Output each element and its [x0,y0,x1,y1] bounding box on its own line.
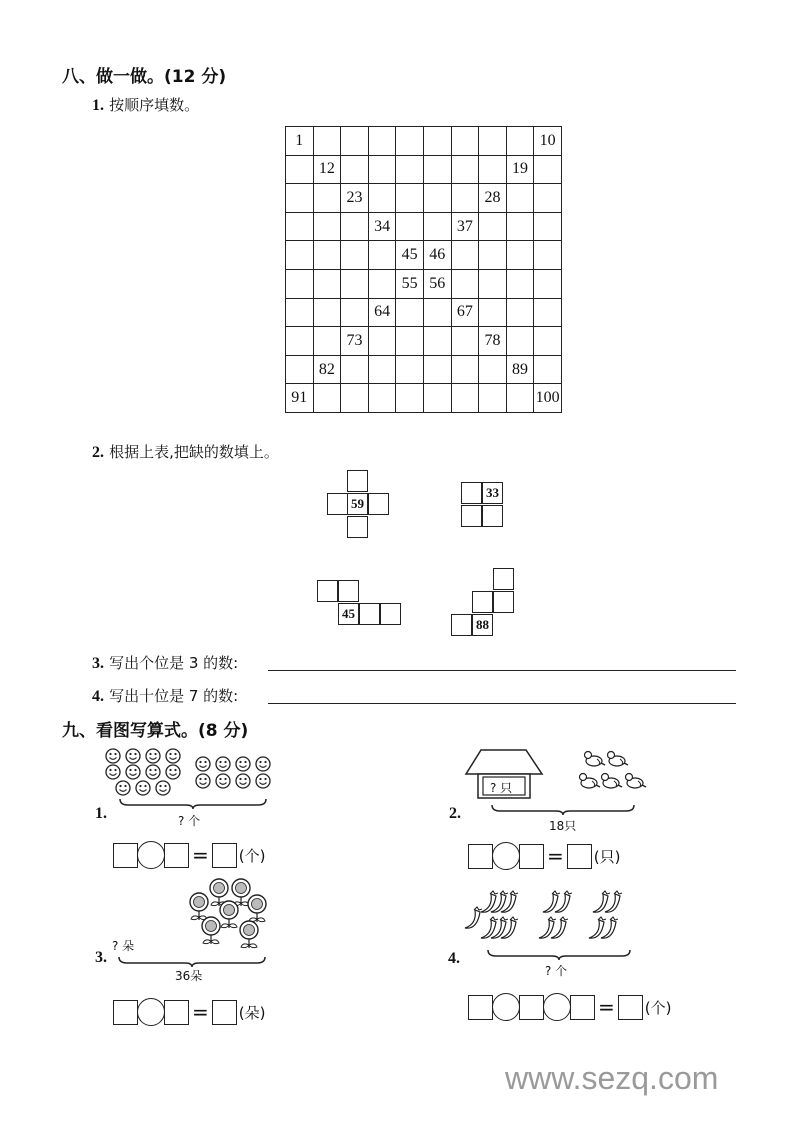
grid-cell-blank[interactable] [479,355,507,384]
puzzle-cell-given: 33 [482,482,503,504]
grid-cell-blank[interactable] [396,212,424,241]
grid-cell-blank[interactable] [506,269,534,298]
grid-cell-blank[interactable] [396,184,424,213]
grid-cell-blank[interactable] [479,212,507,241]
grid-cell-given: 34 [368,212,396,241]
answer-box[interactable] [618,995,643,1020]
smiley-icon [116,781,130,795]
question-number: 1. [92,97,104,114]
grid-cell-blank[interactable] [534,241,562,270]
question-number: 2. [92,444,104,461]
grid-cell-blank[interactable] [423,184,451,213]
smiley-icon [126,765,140,779]
grid-cell-given: 45 [396,241,424,270]
bird-icon [608,752,629,767]
question-1 [92,94,199,115]
grid-cell-blank[interactable] [423,212,451,241]
grid-cell-blank[interactable] [368,269,396,298]
grid-cell-blank[interactable] [451,241,479,270]
pepper-icon [481,891,498,912]
puzzle-cell[interactable] [461,505,482,527]
grid-cell-blank[interactable] [396,384,424,413]
problem-1-number: 1. [95,805,107,822]
grid-cell-blank[interactable] [313,298,341,327]
grid-row [286,155,562,184]
problem-2-total: 18只 [549,819,577,833]
equation-1 [113,841,265,869]
grid-row [286,127,562,156]
grid-row [286,355,562,384]
puzzle-cell[interactable] [347,516,368,538]
smiley-icon [216,757,230,771]
bird-icon [585,752,606,767]
grid-cell-blank[interactable] [286,298,314,327]
answer-box[interactable] [212,1000,237,1025]
puzzle-cell[interactable] [338,580,359,602]
grid-cell-given: 46 [423,241,451,270]
puzzle-cell-given: 59 [347,493,368,515]
grid-cell-blank[interactable] [534,355,562,384]
puzzle-cell[interactable] [493,591,514,613]
smiley-icon [156,781,170,795]
grid-cell-given: 19 [506,155,534,184]
grid-cell-given: 28 [479,184,507,213]
section-8-title: 八、做一做。(12 分) [62,67,227,87]
puzzle-cell[interactable] [347,470,368,492]
problem-3-number: 3. [95,949,107,966]
puzzle-cell[interactable] [451,614,472,636]
answer-box[interactable] [570,995,595,1020]
grid-cell-blank[interactable] [423,127,451,156]
question-number: 4. [92,688,104,705]
answer-line-q3[interactable] [268,670,736,671]
operator-circle[interactable] [137,841,165,869]
grid-cell-blank[interactable] [423,298,451,327]
grid-cell-blank[interactable] [479,298,507,327]
equation-4 [468,993,671,1021]
puzzle-cell[interactable] [380,603,401,625]
grid-cell-blank[interactable] [313,327,341,356]
grid-cell-blank[interactable] [506,384,534,413]
grid-row [286,327,562,356]
smiley-icon [196,757,210,771]
answer-box[interactable] [567,844,592,869]
grid-cell-given: 56 [423,269,451,298]
unit-label: (个) [238,846,266,865]
brace-icon [490,803,640,815]
grid-cell-blank[interactable] [506,127,534,156]
grid-cell-given: 12 [313,155,341,184]
grid-cell-blank[interactable] [451,327,479,356]
grid-cell-blank[interactable] [451,155,479,184]
grid-cell-blank[interactable] [368,127,396,156]
grid-cell-given: 91 [286,384,314,413]
answer-box[interactable] [468,995,493,1020]
answer-box[interactable] [113,843,138,868]
brace-icon [486,948,636,960]
smiley-icon [166,749,180,763]
sunflower-icon [220,901,238,928]
smiley-icon [106,749,120,763]
answer-box[interactable] [519,844,544,869]
unit-label: (只) [593,847,621,866]
smiley-icon [136,781,150,795]
question-3 [92,652,238,673]
sunflower-icon [240,921,258,948]
question-text: 根据上表,把缺的数填上。 [109,443,279,461]
answer-box[interactable] [519,995,544,1020]
grid-cell-blank[interactable] [341,155,369,184]
sunflower-icon [190,893,208,920]
smiley-icon [146,765,160,779]
section-9-title: 九、看图写算式。(8 分) [62,721,249,741]
grid-cell-blank[interactable] [313,269,341,298]
grid-cell-blank[interactable] [451,384,479,413]
pepper-icon [543,891,560,912]
operator-circle[interactable] [492,993,520,1021]
grid-cell-blank[interactable] [286,269,314,298]
grid-cell-given: 73 [341,327,369,356]
sunflowers-illustration [185,882,275,952]
grid-cell-blank[interactable] [534,212,562,241]
grid-cell-blank[interactable] [368,241,396,270]
puzzle-cell[interactable] [368,493,389,515]
grid-cell-blank[interactable] [396,298,424,327]
grid-cell-blank[interactable] [341,269,369,298]
problem-3-total: 36朵 [175,969,203,983]
grid-cell-blank[interactable] [423,355,451,384]
grid-cell-blank[interactable] [341,127,369,156]
unit-label: (个) [644,998,672,1017]
number-grid-100 [285,126,562,413]
equation-2 [468,842,620,870]
smiley-icon [166,765,180,779]
grid-cell-blank[interactable] [286,355,314,384]
grid-cell-blank[interactable] [534,298,562,327]
brace-icon [118,797,268,809]
grid-cell-blank[interactable] [286,212,314,241]
grid-cell-blank[interactable] [396,355,424,384]
grid-cell-blank[interactable] [506,212,534,241]
grid-cell-blank[interactable] [423,327,451,356]
grid-cell-blank[interactable] [534,269,562,298]
brace-icon [117,955,267,967]
puzzle-cell[interactable] [493,568,514,590]
answer-line-q4[interactable] [268,703,736,704]
problem-3-unknown: ? 朵 [112,939,135,953]
unit-label: (朵) [238,1003,266,1022]
grid-cell-blank[interactable] [506,241,534,270]
problem-1-label: ? 个 [178,814,201,828]
grid-cell-blank[interactable] [479,241,507,270]
problem-4-number: 4. [448,950,460,967]
grid-cell-blank[interactable] [534,327,562,356]
grid-cell-given: 64 [368,298,396,327]
grid-cell-blank[interactable] [368,355,396,384]
grid-row [286,269,562,298]
smiley-icon [216,774,230,788]
smiley-icon [256,774,270,788]
operator-circle[interactable] [137,998,165,1026]
puzzle-cell[interactable] [472,591,493,613]
grid-cell-blank[interactable] [341,241,369,270]
sunflower-icon [232,879,250,906]
grid-cell-blank[interactable] [534,155,562,184]
puzzle-cell[interactable] [359,603,380,625]
grid-cell-blank[interactable] [286,155,314,184]
answer-box[interactable] [164,1000,189,1025]
smiley-icon [106,765,120,779]
question-text: 写出十位是 7 的数: [109,687,239,705]
smiley-icon [256,757,270,771]
grid-cell-blank[interactable] [341,355,369,384]
answer-box[interactable] [468,844,493,869]
pepper-icon [539,917,556,938]
grid-cell-given: 1 [286,127,314,156]
pepper-icon [593,891,610,912]
grid-cell-blank[interactable] [286,241,314,270]
answer-box[interactable] [164,843,189,868]
grid-cell-given: 82 [313,355,341,384]
grid-cell-blank[interactable] [313,212,341,241]
puzzle-cell[interactable] [327,493,348,515]
grid-cell-blank[interactable] [368,384,396,413]
smiley-icon [196,774,210,788]
grid-cell-blank[interactable] [313,241,341,270]
grid-row [286,184,562,213]
grid-cell-given: 10 [534,127,562,156]
grid-cell-blank[interactable] [396,127,424,156]
grid-cell-blank[interactable] [479,127,507,156]
bird-icon [602,774,623,789]
answer-box[interactable] [212,843,237,868]
grid-cell-blank[interactable] [396,155,424,184]
grid-cell-blank[interactable] [341,298,369,327]
problem-4-label: ? 个 [545,964,568,978]
grid-cell-blank[interactable] [479,269,507,298]
grid-cell-blank[interactable] [506,184,534,213]
pepper-icon [589,917,606,938]
equation-3 [113,998,265,1026]
question-text: 写出个位是 3 的数: [109,654,239,672]
bird-icon [626,774,647,789]
grid-cell-blank[interactable] [313,127,341,156]
puzzle-cell[interactable] [482,505,503,527]
grid-cell-blank[interactable] [286,184,314,213]
grid-cell-blank[interactable] [313,384,341,413]
grid-row [286,212,562,241]
grid-cell-blank[interactable] [451,355,479,384]
grid-cell-blank[interactable] [368,184,396,213]
puzzle-cell-given: 88 [472,614,493,636]
pepper-icon [481,917,498,938]
equals-sign: = [192,1000,209,1024]
grid-cell-given: 67 [451,298,479,327]
grid-cell-blank[interactable] [534,184,562,213]
grid-row [286,384,562,413]
grid-cell-blank[interactable] [451,269,479,298]
grid-cell-blank[interactable] [286,327,314,356]
grid-cell-blank[interactable] [423,155,451,184]
puzzle-cell[interactable] [317,580,338,602]
house-label: ? 只 [490,781,513,795]
smiley-icon [126,749,140,763]
grid-cell-blank[interactable] [341,384,369,413]
grid-cell-given: 89 [506,355,534,384]
sunflower-icon [202,917,220,944]
question-text: 按顺序填数。 [109,96,200,114]
answer-box[interactable] [113,1000,138,1025]
birds-illustration [580,752,660,802]
question-number: 3. [92,655,104,672]
equals-sign: = [598,995,615,1019]
grid-cell-blank[interactable] [506,298,534,327]
grid-cell-blank[interactable] [368,155,396,184]
grid-cell-blank[interactable] [479,155,507,184]
puzzle-cell[interactable] [461,482,482,504]
grid-cell-blank[interactable] [479,384,507,413]
operator-circle[interactable] [543,993,571,1021]
grid-cell-given: 78 [479,327,507,356]
grid-cell-blank[interactable] [341,212,369,241]
grid-cell-blank[interactable] [451,184,479,213]
bird-icon [580,774,601,789]
peppers-illustration [465,888,645,948]
smiley-icon [146,749,160,763]
equals-sign: = [192,843,209,867]
watermark: www.sezq.com [505,1060,719,1096]
grid-cell-given: 37 [451,212,479,241]
grid-cell-blank[interactable] [368,327,396,356]
grid-cell-given: 100 [534,384,562,413]
pepper-icon [465,907,482,928]
operator-circle[interactable] [492,842,520,870]
puzzle-cell-given: 45 [338,603,359,625]
sunflower-icon [248,895,266,922]
question-4 [92,685,238,706]
grid-cell-blank[interactable] [396,327,424,356]
equals-sign: = [547,844,564,868]
grid-cell-blank[interactable] [313,184,341,213]
smiley-icon [236,774,250,788]
problem-2-number: 2. [449,805,461,822]
grid-cell-given: 55 [396,269,424,298]
grid-row [286,241,562,270]
smiley-icon [236,757,250,771]
grid-cell-blank[interactable] [451,127,479,156]
grid-cell-blank[interactable] [423,384,451,413]
grid-cell-given: 23 [341,184,369,213]
grid-cell-blank[interactable] [506,327,534,356]
grid-row [286,298,562,327]
question-2 [92,441,279,462]
